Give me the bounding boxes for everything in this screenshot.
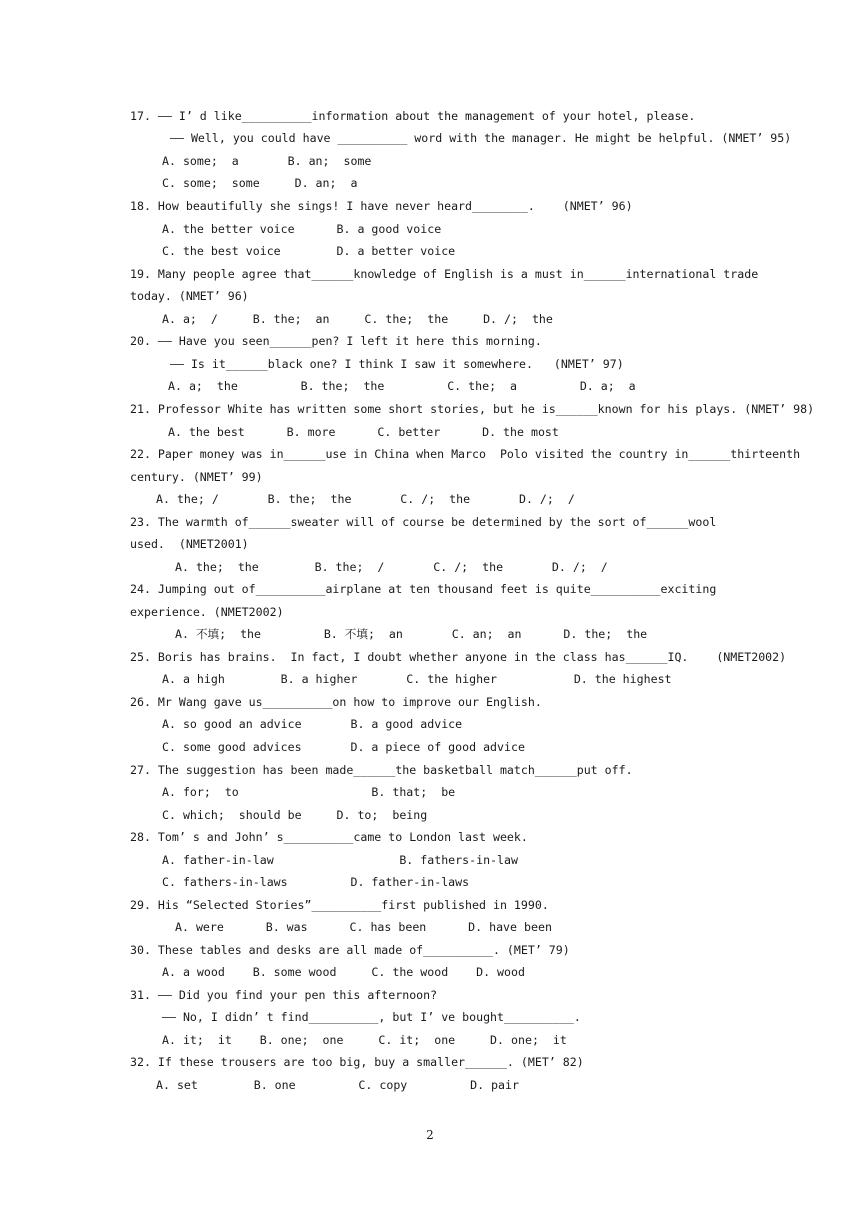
q24-options: A. 不填; the B. 不填; an C. an; an D. the; the bbox=[175, 627, 648, 641]
q23-options: A. the; the B. the; / C. /; the D. /; / bbox=[175, 560, 608, 574]
q20-options: A. a; the B. the; the C. the; a D. a; a bbox=[168, 379, 636, 393]
q23-stem-cont: used. (NMET2001) bbox=[130, 537, 249, 551]
q19-stem-cont: today. (NMET’ 96) bbox=[130, 289, 249, 303]
q24-stem: 24. Jumping out of__________airplane at ten thousand feet is quite__________exciting bbox=[130, 582, 717, 596]
q18-options-2: C. the best voice D. a better voice bbox=[162, 244, 456, 258]
q32-options: A. set B. one C. copy D. pair bbox=[156, 1078, 519, 1092]
q24-stem-cont: experience. (NMET2002) bbox=[130, 605, 284, 619]
q28-options-1: A. father-in-law B. fathers-in-law bbox=[162, 853, 518, 867]
q17-stem: 17. —— I’ d like__________information about the management of your hotel, please. bbox=[130, 109, 696, 123]
q22-stem: 22. Paper money was in______use in China when Marco Polo visited the country in______thirteenth bbox=[130, 447, 801, 461]
q19-stem: 19. Many people agree that______knowledge of English is a must in______international trade bbox=[130, 267, 759, 281]
q18-stem: 18. How beautifully she sings! I have never heard________. (NMET’ 96) bbox=[130, 199, 633, 213]
q30-options: A. a wood B. some wood C. the wood D. wood bbox=[162, 965, 525, 979]
q25-options: A. a high B. a higher C. the higher D. the highest bbox=[162, 672, 672, 686]
q17-options-1: A. some; a B. an; some bbox=[162, 154, 372, 168]
q21-options: A. the best B. more C. better D. the most bbox=[168, 425, 559, 439]
q29-stem: 29. His “Selected Stories”__________first published in 1990. bbox=[130, 898, 549, 912]
q26-options-1: A. so good an advice B. a good advice bbox=[162, 717, 463, 731]
q25-stem: 25. Boris has brains. In fact, I doubt whether anyone in the class has______IQ. (NMET2002) bbox=[130, 650, 787, 664]
q18-options-1: A. the better voice B. a good voice bbox=[162, 222, 442, 236]
q28-options-2: C. fathers-in-laws D. father-in-laws bbox=[162, 875, 470, 889]
q22-stem-cont: century. (NMET’ 99) bbox=[130, 470, 263, 484]
q19-options: A. a; / B. the; an C. the; the D. /; the bbox=[162, 312, 553, 326]
q22-options: A. the; / B. the; the C. /; the D. /; / bbox=[156, 492, 575, 506]
q23-stem: 23. The warmth of______sweater will of course be determined by the sort of______wool bbox=[130, 515, 717, 529]
q31-options: A. it; it B. one; one C. it; one D. one; it bbox=[162, 1033, 567, 1047]
q28-stem: 28. Tom’ s and John’ s__________came to London last week. bbox=[130, 830, 528, 844]
q26-stem: 26. Mr Wang gave us__________on how to improve our English. bbox=[130, 695, 542, 709]
q27-stem: 27. The suggestion has been made______the basketball match______put off. bbox=[130, 763, 633, 777]
q17-options-2: C. some; some D. an; a bbox=[162, 176, 358, 190]
q26-options-2: C. some good advices D. a piece of good advice bbox=[162, 740, 525, 754]
q29-options: A. were B. was C. has been D. have been bbox=[175, 920, 552, 934]
q21-stem: 21. Professor White has written some short stories, but he is______known for his plays. (NMET’ 98) bbox=[130, 402, 815, 416]
q17-reply: —— Well, you could have __________ word with the manager. He might be helpful. (NMET’ 95) bbox=[170, 131, 792, 145]
q31-stem: 31. —— Did you find your pen this afternoon? bbox=[130, 988, 438, 1002]
page-number: 2 bbox=[426, 1128, 434, 1142]
q20-stem: 20. —— Have you seen______pen? I left it here this morning. bbox=[130, 334, 542, 348]
q31-reply: —— No, I didn’ t find__________, but I’ ve bought__________. bbox=[162, 1010, 581, 1024]
q27-options-2: C. which; should be D. to; being bbox=[162, 808, 428, 822]
q30-stem: 30. These tables and desks are all made of__________. (MET’ 79) bbox=[130, 943, 570, 957]
q27-options-1: A. for; to B. that; be bbox=[162, 785, 456, 799]
q20-reply: —— Is it______black one? I think I saw it somewhere. (NMET’ 97) bbox=[170, 357, 624, 371]
q32-stem: 32. If these trousers are too big, buy a smaller______. (MET’ 82) bbox=[130, 1055, 584, 1069]
